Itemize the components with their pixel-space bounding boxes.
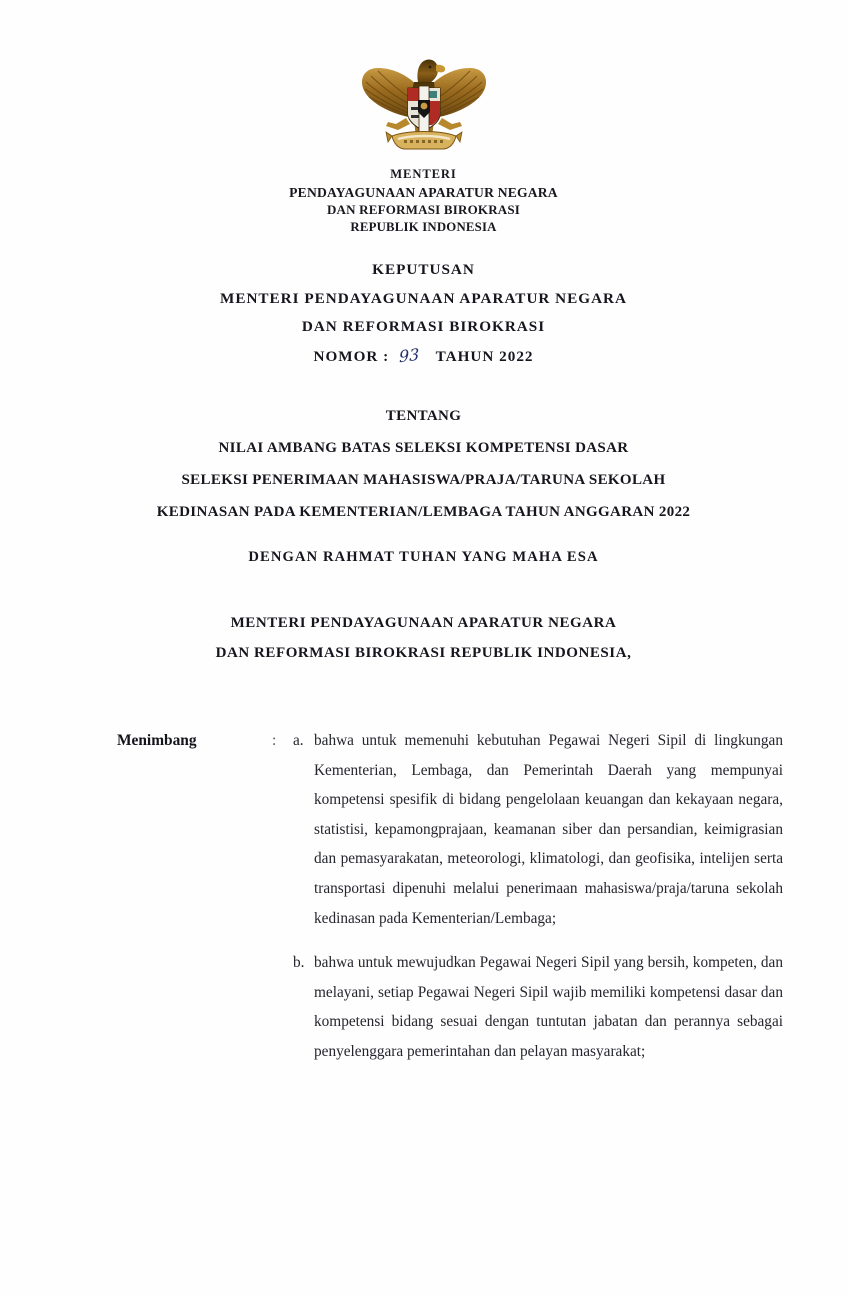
subject-line-3: KEDINASAN PADA KEMENTERIAN/LEMBAGA TAHUN ANGGARAN 2022 — [156, 504, 691, 520]
decision-line-bureaucracy: DAN REFORMASI BIROKRASI — [301, 318, 546, 335]
considering-item — [293, 726, 783, 933]
decision-number-line — [313, 342, 533, 372]
considering-item-text: bahwa untuk memenuhi kebutuhan Pegawai Negeri Sipil di lingkungan Kementerian, Lembaga, dan Pemerintah Daerah yang mempunyai kompetensi spesifik di bidang pengelolaan keuangan dan kekayaan negara, statistisi, kepamongprajaan, keamanan siber dan persandian, keimigrasian dan pemasyarakatan, meteorologi, klimatologi, dan geofisika, intelijen serta transportasi dipenuhi melalui penerimaan mahasiswa/praja/taruna sekolah kedinasan pada Kementerian/Lembaga; — [314, 732, 783, 927]
ministry-line-2: PENDAYAGUNAAN APARATUR NEGARA — [289, 184, 558, 200]
tahun-label: TAHUN 2022 — [435, 347, 534, 365]
considering-item-text: bahwa untuk mewujudkan Pegawai Negeri Sipil yang bersih, kompeten, dan melayani, setiap Pegawai Negeri Sipil wajib memiliki kompetensi dasar dan kompetensi bidang sesuai dengan tuntutan jabatan dan perannya sebagai penyelenggara pemerintahan dan pelayan masyarakat; — [314, 954, 783, 1060]
authority-line-1: MENTERI PENDAYAGUNAAN APARATUR NEGARA — [230, 615, 617, 631]
tentang-heading: TENTANG — [385, 408, 462, 424]
considering-colon: : — [272, 732, 277, 749]
considering-items — [293, 726, 783, 1067]
ministry-line-4: REPUBLIK INDONESIA — [350, 219, 497, 234]
nomor-label: NOMOR : — [313, 347, 390, 365]
considering-item — [293, 948, 783, 1066]
subject-line-2: SELEKSI PENERIMAAN MAHASISWA/PRAJA/TARUNA SEKOLAH — [181, 472, 666, 488]
garuda-pancasila-icon — [356, 52, 492, 164]
pancasila-shield — [408, 86, 440, 132]
invocation-text: DENGAN RAHMAT TUHAN YANG MAHA ESA — [248, 549, 599, 565]
considering-section — [0, 726, 847, 1067]
ministry-line-1: MENTERI — [390, 167, 457, 181]
bhinneka-tunggal-ika-banner — [386, 132, 462, 150]
decision-line-keputusan: KEPUTUSAN — [372, 261, 475, 278]
considering-item-marker: b. — [293, 954, 305, 972]
decision-line-minister: MENTERI PENDAYAGUNAAN APARATUR NEGARA — [219, 289, 627, 307]
ministry-header — [0, 166, 847, 236]
considering-label: Menimbang — [117, 732, 197, 749]
authority-block — [0, 608, 847, 668]
decision-heading — [0, 256, 847, 371]
subject-line-1: NILAI AMBANG BATAS SELEKSI KOMPETENSI DASAR — [218, 440, 629, 456]
ministry-line-3: DAN REFORMASI BIROKRASI — [326, 202, 521, 218]
emblem-container — [0, 52, 847, 164]
subject-block — [0, 400, 847, 528]
nomor-value-handwritten: 93 — [399, 344, 420, 366]
considering-row — [0, 726, 847, 1067]
considering-item-marker: a. — [293, 732, 304, 749]
authority-line-2: DAN REFORMASI BIROKRASI REPUBLIK INDONESIA, — [215, 645, 632, 661]
